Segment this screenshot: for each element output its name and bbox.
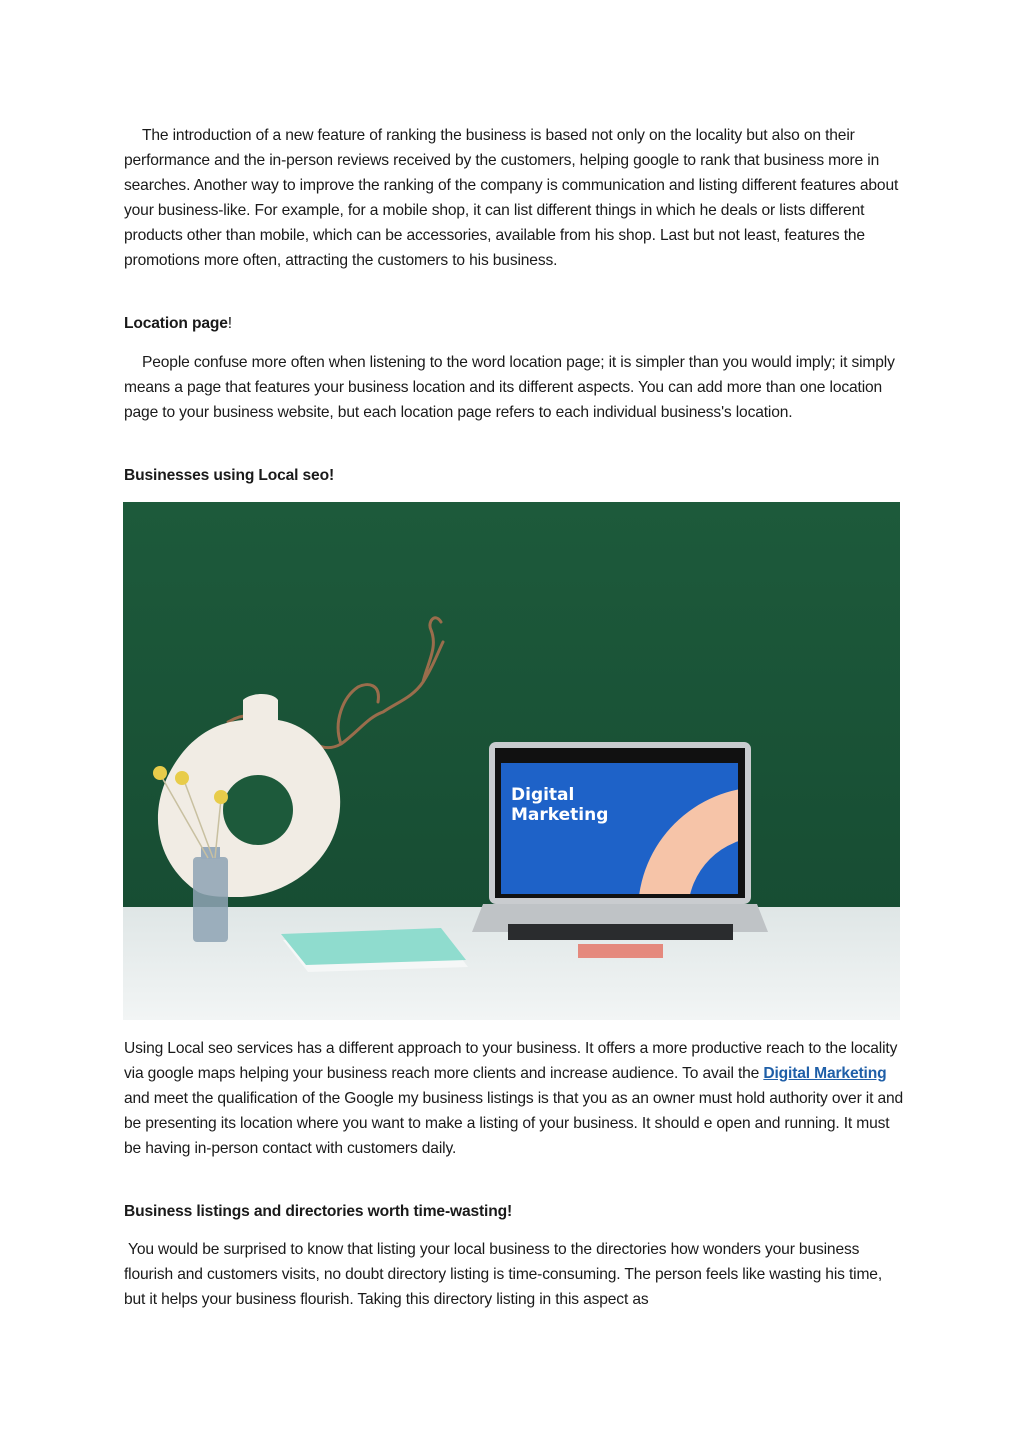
screen-text-digital: Digital	[511, 785, 575, 805]
digital-marketing-photo	[123, 502, 900, 1020]
digital-marketing-link[interactable]: Digital Marketing	[763, 1065, 887, 1082]
glass-bottle	[193, 847, 228, 942]
local-seo-paragraph	[124, 1036, 904, 1161]
local-seo-heading: Businesses using Local seo!	[124, 467, 334, 484]
paragraph-text-before-link: Using Local seo services has a different approach to your business. It offers a more productive reach to the locality via google maps helping your business reach more clients and increase audience. To avail the	[124, 1040, 898, 1082]
location-page-heading-suffix: !	[227, 315, 232, 332]
directories-heading: Business listings and directories worth time-wasting!	[124, 1203, 513, 1220]
intro-paragraph: The introduction of a new feature of ranking the business is based not only on the locality but also on their performance and the in-person reviews received by the customers, helping google to rank that business more in searches. Another way to improve the ranking of the company is communication and listing different features about your business-like. For example, for a mobile shop, it can list different things in which he deals or lists different products other than mobile, which can be accessories, available from his shop. Last but not least, features the promotions more often, attracting the customers to his business.	[124, 127, 899, 269]
mint-notebook	[281, 928, 468, 972]
paragraph-text-after-link: and meet the qualification of the Google my business listings is that you as an owner must hold authority over it and be presenting its location where you want to make a listing of your business. It should e open and running. It must be having in-person contact with customers daily.	[124, 1090, 904, 1157]
location-page-paragraph: People confuse more often when listening to the word location page; it is simpler than you would imply; it simply means a page that features your business location and its different aspects. You can add more than one location page to your business website, but each location page refers to each individual business's location.	[124, 354, 895, 421]
screen-text-marketing: Marketing	[511, 805, 609, 825]
location-page-heading	[124, 311, 904, 336]
directories-paragraph: You would be surprised to know that listing your local business to the directories how wonders your business flourish and customers visits, no doubt directory listing is time-consuming. The person feels like wasting his time, but it helps your business flourish. Taking this directory listing in this aspect as	[124, 1241, 883, 1308]
location-page-heading-text: Location page	[124, 315, 228, 332]
